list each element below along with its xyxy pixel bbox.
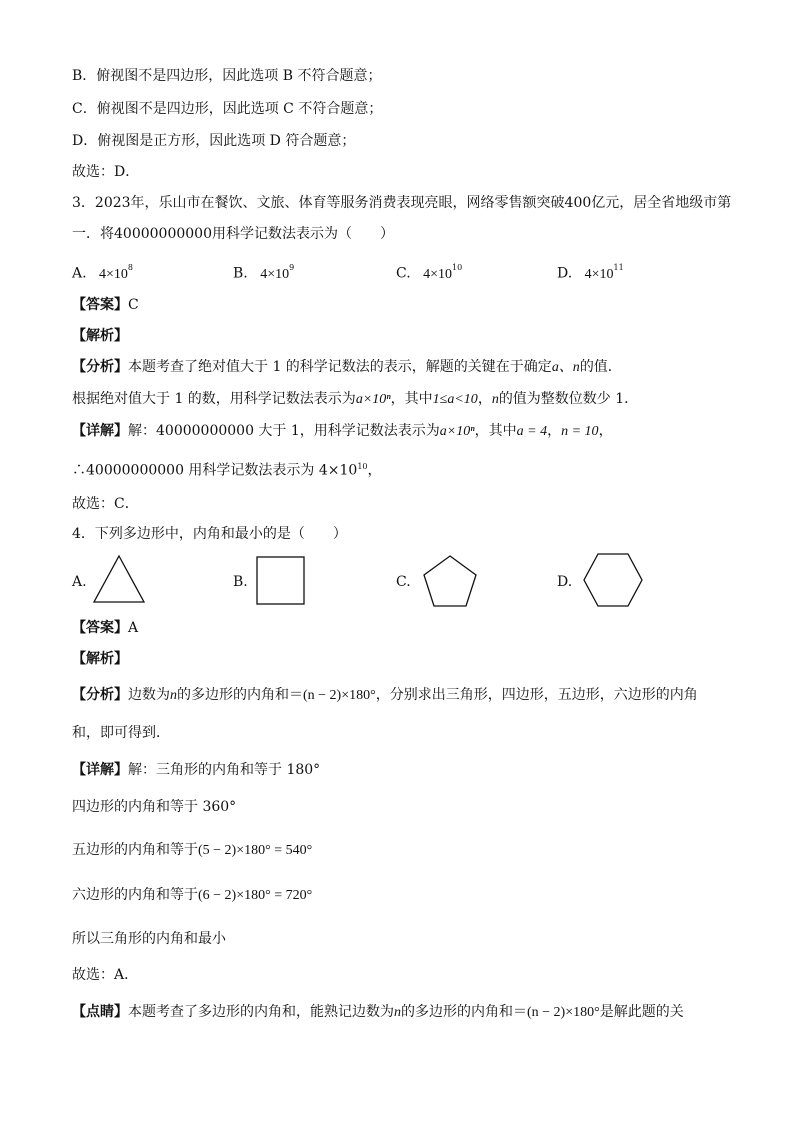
q4-analysis-tag: 【解析】 (72, 651, 128, 667)
xj-4-formula: (6 − 2)×180° = 720° (198, 888, 313, 903)
q3-answer (72, 295, 139, 315)
option-label: A. (72, 265, 87, 282)
option-value: 4×10 (584, 266, 614, 282)
answer-tag: 【答案】 (72, 297, 128, 313)
dj-text-2: 的多边形的内角和＝ (401, 1004, 527, 1020)
xj-form: a×10ⁿ (439, 424, 475, 439)
answer-value: A (128, 620, 139, 636)
fenxi-text-3: ，分别求出三角形，四边形，五边形，六边形的内角 (375, 687, 698, 703)
option-exponent: 10 (452, 263, 463, 272)
q4-xj-line-4 (72, 885, 312, 906)
answer-line-c: C．俯视图不是四边形，因此选项 C 不符合题意； (72, 101, 383, 117)
xj-3-formula: (5 − 2)×180° = 540° (198, 843, 313, 858)
dj-n: n (394, 1005, 401, 1020)
xj-3-text: 五边形的内角和等于 (72, 842, 198, 858)
q4-xj-line-2: 四边形的内角和等于 360° (72, 799, 237, 815)
xiangjie-tag: 【详解】 (72, 423, 128, 439)
q3-option-b (233, 260, 294, 285)
dj-formula: (n − 2)×180° (527, 1005, 600, 1020)
square-shape (256, 556, 306, 606)
fenxi-vars: a、n (551, 360, 580, 375)
q3-xiangjie (72, 421, 613, 442)
hexagon-shape (582, 552, 644, 608)
answer-value: C (128, 297, 139, 313)
rule-form: a×10ⁿ (355, 392, 391, 407)
q3-therefore (72, 457, 382, 481)
q3-rule (72, 389, 638, 410)
dj-text-3: 是解此题的关 (599, 1004, 684, 1020)
fenxi-text-2: 的多边形的内角和＝ (177, 687, 303, 703)
xj-a: a = 4 (516, 424, 548, 439)
option-value: 4×10 (260, 266, 290, 282)
option-label: C. (396, 574, 411, 590)
q4-fenxi-cont: 和，即可得到． (72, 725, 170, 741)
q4-choice: 故选：A． (72, 967, 139, 983)
option-label: D. (557, 265, 573, 282)
q4-xj-line-3 (72, 840, 312, 861)
q3-choice: 故选：C． (72, 496, 139, 512)
dj-text-1: 本题考查了多边形的内角和，能熟记边数为 (128, 1004, 394, 1020)
xj-text-1: 解：三角形的内角和等于 180° (128, 762, 321, 778)
rule-text-4: 的值为整数位数少 1． (498, 391, 639, 407)
q4-answer (72, 618, 138, 638)
q3-option-a (72, 260, 133, 285)
therefore-end: ， (367, 462, 382, 479)
rule-n: n (491, 392, 499, 407)
option-value: 4×10 (99, 266, 128, 282)
option-label: D. (557, 574, 573, 590)
therefore-exp: 10 (357, 462, 368, 471)
rule-text-3: ， (477, 391, 492, 407)
fenxi-end: 的值． (579, 359, 622, 375)
prev-choice: 故选：D． (72, 164, 140, 180)
answer-line-b: B．俯视图不是四边形，因此选项 B 不符合题意； (72, 68, 382, 84)
fenxi-formula: (n − 2)×180° (303, 688, 376, 703)
q4-option-b (233, 572, 248, 592)
option-exponent: 9 (289, 263, 295, 272)
q4-dianjing (72, 1002, 684, 1023)
rule-text-1: 根据绝对值大于 1 的数，用科学记数法表示为 (72, 391, 356, 407)
q4-stem: 4．下列多边形中，内角和最小的是（ ） (72, 526, 347, 542)
fenxi-tag: 【分析】 (72, 687, 128, 703)
q4-option-a (72, 572, 87, 592)
option-exponent: 11 (613, 263, 624, 272)
xj-text-1: 解：40000000000 大于 1，用科学记数法表示为 (128, 423, 440, 439)
q4-fenxi (72, 685, 698, 706)
option-label: B. (233, 574, 248, 590)
xj-text-2: ，其中 (474, 423, 517, 439)
fenxi-tag: 【分析】 (72, 359, 128, 375)
q4-xiangjie (72, 760, 320, 780)
q4-option-c (396, 572, 411, 592)
option-label: A. (72, 574, 87, 590)
q3-stem-line-2: 一．将40000000000用科学记数法表示为（ ） (72, 226, 394, 242)
q4-xj-line-5: 所以三角形的内角和最小 (72, 931, 226, 947)
triangle-shape (92, 554, 146, 604)
q3-fenxi (72, 357, 622, 378)
pentagon-shape (421, 554, 479, 608)
option-label: B. (233, 265, 248, 282)
xj-4-text: 六边形的内角和等于 (72, 887, 198, 903)
q3-stem-line-1: 3．2023年，乐山市在餐饮、文旅、体育等服务消费表现亮眼，网络零售额突破400亿元，居全省地级市第 (72, 195, 732, 211)
dianjing-tag: 【点睛】 (72, 1004, 128, 1020)
q4-option-d (557, 572, 572, 592)
rule-text-2: ，其中 (390, 391, 433, 407)
fenxi-text: 本题考查了绝对值大于 1 的科学记数法的表示，解题的关键在于确定 (128, 359, 552, 375)
q3-option-d (557, 260, 624, 285)
xj-text-3: ， (547, 423, 562, 439)
rule-range: 1≤a<10 (432, 392, 478, 407)
answer-line-d: D．俯视图是正方形，因此选项 D 符合题意； (72, 133, 356, 149)
xj-n: n = 10 (561, 424, 599, 439)
fenxi-n: n (170, 688, 177, 703)
option-exponent: 8 (127, 263, 134, 272)
option-value: 4×10 (423, 266, 453, 282)
q3-analysis-tag: 【解析】 (72, 328, 128, 344)
option-label: C. (396, 265, 411, 282)
xj-text-4: ， (598, 423, 613, 439)
xiangjie-tag: 【详解】 (72, 762, 128, 778)
fenxi-text-1: 边数为 (128, 687, 170, 703)
q3-option-c (396, 260, 462, 285)
therefore-text: ∴40000000000 用科学记数法表示为 4×10 (72, 462, 358, 479)
answer-tag: 【答案】 (72, 620, 128, 636)
